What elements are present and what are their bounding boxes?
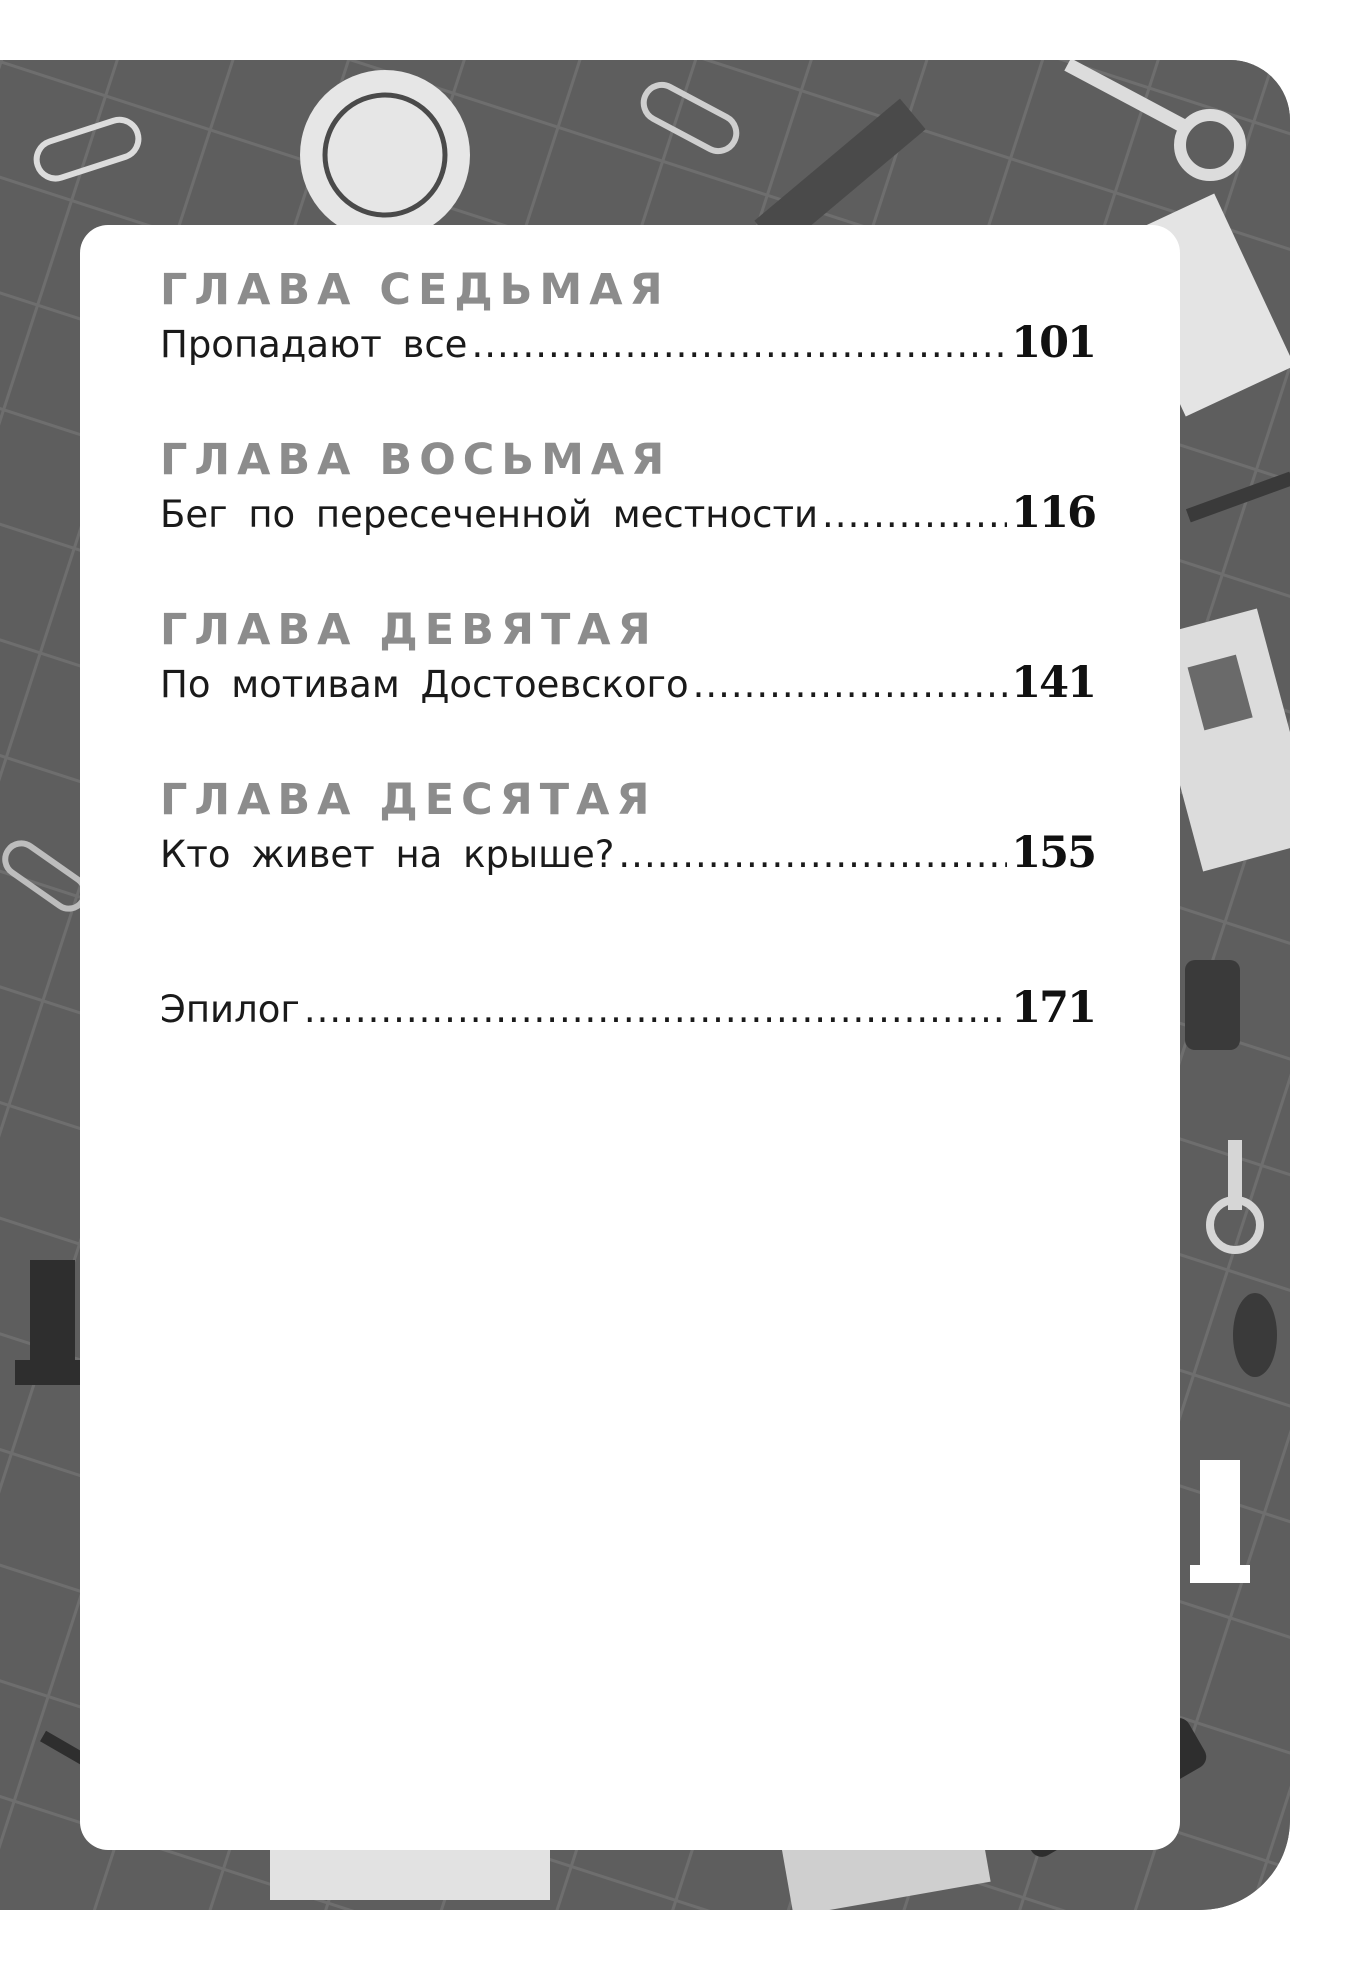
chapter-title: Бег по пересеченной местности: [160, 493, 819, 536]
toc-entry: [160, 655, 1095, 711]
chapter-heading: ГЛАВА ДЕСЯТАЯ: [160, 775, 657, 825]
chapter-title: По мотивам Достоевского: [160, 663, 689, 706]
magnifier-icon: [300, 70, 470, 240]
toc-chapter: [160, 265, 1095, 371]
toc-chapter: [160, 605, 1095, 711]
toc-chapter: [160, 435, 1095, 541]
flashlight-icon: [1185, 960, 1240, 1050]
chapter-heading: ГЛАВА ДЕВЯТАЯ: [160, 605, 658, 655]
toc-entry: [160, 485, 1095, 541]
chapter-title: Пропадают все: [160, 323, 468, 366]
toc-chapter: [160, 775, 1095, 881]
page-number: 141: [1011, 658, 1095, 708]
page-number: 116: [1011, 488, 1095, 538]
epilogue-title: Эпилог: [160, 988, 300, 1031]
toc-entry: [160, 315, 1095, 371]
toc-entry: [160, 825, 1095, 881]
dot-leader: [822, 487, 1007, 543]
decorative-frame: [0, 60, 1290, 1910]
page-number: 171: [1011, 983, 1095, 1033]
page-number: 155: [1011, 828, 1095, 878]
dot-leader: [693, 657, 1008, 713]
dot-leader: [471, 317, 1007, 373]
chapter-title: Кто живет на крыше?: [160, 833, 615, 876]
chapter-heading: ГЛАВА ВОСЬМАЯ: [160, 435, 672, 485]
chapter-heading: ГЛАВА СЕДЬМАЯ: [160, 265, 670, 315]
dot-leader: [618, 827, 1007, 883]
toc-entry: [160, 980, 1095, 1036]
dot-leader: [304, 982, 1007, 1038]
toc-card: [80, 225, 1180, 1850]
page-number: 101: [1011, 318, 1095, 368]
toc-epilogue: [160, 980, 1095, 1036]
